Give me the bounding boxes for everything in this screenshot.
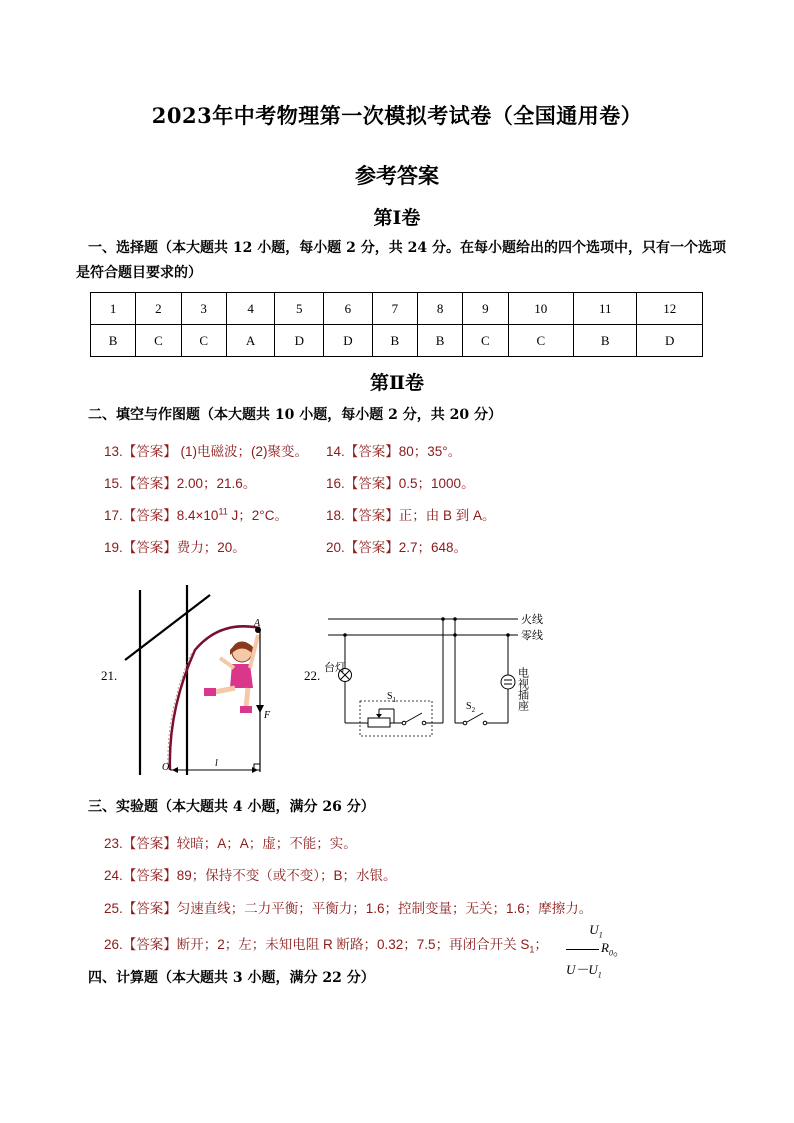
answer-letter: D — [637, 325, 703, 357]
answer-24: 24.【答案】89；保持不变（或不变）；B；水银。 — [104, 868, 397, 883]
question-number: 4 — [226, 293, 275, 325]
answer-letter: B — [574, 325, 637, 357]
section-1-heading: 一、选择题（本大题共 12 小题，每小题 2 分，共 24 分。在每小题给出的四个选项中，只有一个选项是符合题目要求的） — [76, 240, 726, 281]
question-number: 11 — [574, 293, 637, 325]
label-o: O — [162, 762, 170, 773]
crossbar — [125, 595, 210, 660]
answer-25: 25.【答案】匀速直线；二力平衡；平衡力；1.6；控制变量；无关；1.6；摩擦力。 — [104, 901, 593, 916]
answer-26-text: 26.【答案】断开；2；左；未知电阻 R 断路；0.32；7.5；再闭合开关 S — [104, 937, 530, 952]
rheostat — [368, 718, 390, 727]
live-wire-label: 火线 — [521, 613, 543, 626]
answer-26-sep: ； — [534, 937, 548, 952]
volume-2-heading: 第Ⅱ卷 — [369, 372, 424, 394]
pole-vault-lever-figure — [120, 580, 280, 785]
page-title: 2023年中考物理第一次模拟考试卷（全国通用卷） — [151, 103, 643, 128]
answer-19: 19.【答案】费力；20。 — [104, 540, 246, 555]
answer-letter: A — [226, 325, 275, 357]
label-a: A — [254, 618, 261, 629]
arm-arrow-left — [172, 767, 178, 773]
answer-14: 14.【答案】80；35°。 — [326, 444, 462, 459]
question-21-label: 21. — [101, 668, 118, 683]
section-3-heading: 三、实验题（本大题共 4 小题，满分 26 分） — [88, 799, 375, 815]
formula-numerator: $U_1$ — [589, 922, 603, 940]
answer-letter: C — [508, 325, 574, 357]
question-number: 5 — [275, 293, 324, 325]
answer-letter: B — [91, 325, 136, 357]
volume-1-heading: 第Ⅰ卷 — [373, 207, 421, 229]
answer-letter: B — [372, 325, 417, 357]
answer-16: 16.【答案】0.5；1000。 — [326, 476, 475, 491]
answer-18: 18.【答案】正；由 B 到 A。 — [326, 508, 496, 523]
answer-26-sub: 1 — [529, 944, 535, 955]
socket-icon — [501, 675, 515, 689]
answer-letter: D — [324, 325, 373, 357]
s2-label: $S_2$ — [466, 701, 476, 714]
formula-fraction-bar — [566, 949, 599, 950]
switch-s1 — [406, 713, 422, 722]
question-number: 1 — [91, 293, 136, 325]
page-subtitle: 参考答案 — [355, 163, 439, 188]
question-number: 9 — [463, 293, 508, 325]
question-number: 3 — [181, 293, 226, 325]
answer-letter: C — [136, 325, 181, 357]
label-f: F — [264, 710, 271, 721]
question-22-label: 22. — [304, 668, 321, 683]
vaulter-girl — [204, 635, 258, 713]
answer-20: 20.【答案】2.7；648。 — [326, 540, 468, 555]
answer-17-unit: J；2°C。 — [227, 508, 288, 523]
lamp-label: 台灯 — [324, 661, 346, 674]
answer-letter: D — [275, 325, 324, 357]
question-number: 2 — [136, 293, 181, 325]
answer-letter: B — [417, 325, 462, 357]
answer-17-exponent: 11 — [218, 506, 228, 517]
answer-13: 13.【答案】 (1)电磁波；(2)聚变。 — [104, 444, 309, 459]
question-number: 10 — [508, 293, 574, 325]
household-circuit-figure — [318, 605, 553, 740]
s1-label: $S_1$ — [387, 691, 397, 704]
answer-17 — [104, 504, 288, 524]
answer-letter: C — [463, 325, 508, 357]
label-l: l — [215, 758, 218, 769]
answer-26 — [104, 933, 548, 955]
answer-23: 23.【答案】较暗；A；A；虚；不能；实。 — [104, 836, 357, 851]
neutral-wire-label: 零线 — [521, 629, 543, 642]
answer-26-formula: $U_1$ $R_0$ 。 $U-U_1$ — [566, 922, 626, 980]
answer-17-text: 17.【答案】8.4×10 — [104, 508, 219, 523]
section-4-heading: 四、计算题（本大题共 3 小题，满分 22 分） — [88, 970, 375, 986]
section-2-heading: 二、填空与作图题（本大题共 10 小题，每小题 2 分，共 20 分） — [88, 407, 502, 423]
answer-15: 15.【答案】2.00；21.6。 — [104, 476, 257, 491]
question-number: 8 — [417, 293, 462, 325]
answer-table-number-row — [91, 293, 703, 325]
answer-letter: C — [181, 325, 226, 357]
formula-denominator: $U-U_1$ — [566, 961, 602, 980]
socket-label: 电视插座 — [516, 667, 530, 711]
answer-table-answer-row — [91, 325, 703, 357]
force-arrowhead — [256, 705, 264, 713]
formula-r0: $R_0$ — [601, 940, 613, 958]
answer-table — [90, 292, 703, 357]
question-number: 12 — [637, 293, 703, 325]
switch-s2 — [467, 713, 483, 722]
question-number: 6 — [324, 293, 373, 325]
motion-lines — [168, 652, 192, 768]
question-number: 7 — [372, 293, 417, 325]
